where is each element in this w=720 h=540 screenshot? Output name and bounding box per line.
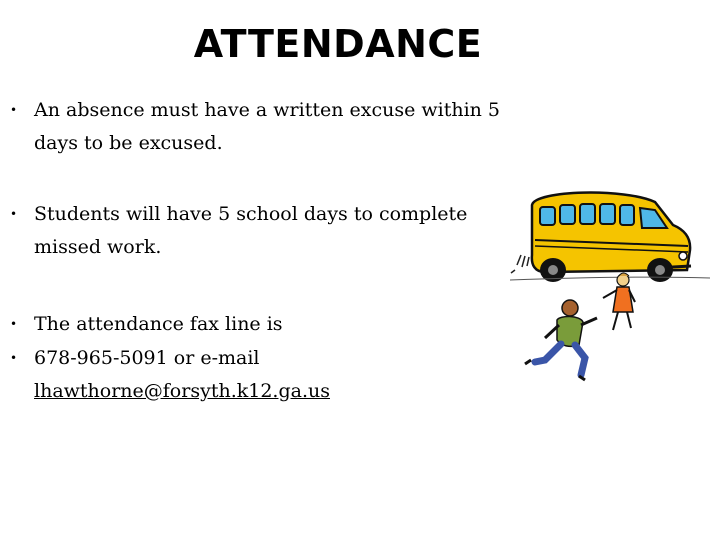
bullet-contact [10,342,520,408]
girl-figure [603,273,635,330]
speed-lines [511,255,529,273]
bullet-absence-excuse [10,94,520,160]
contact-prefix: 678-965-5091 or e-mail [34,347,260,369]
bullet-dot: • [10,207,18,221]
bullet-text: The attendance fax line is [34,313,283,335]
school-bus-children-icon [505,180,720,390]
bullet-dot: • [10,351,18,365]
email-link[interactable]: lhawthorne@forsyth.k12.ga.us [34,380,330,402]
ground-line [510,277,710,280]
slide-title: ATTENDANCE [193,22,483,66]
bullet-list [10,94,520,408]
bullet-dot: • [10,103,18,117]
bullet-fax-line [10,308,520,341]
boy-figure [525,300,597,380]
bullet-dot: • [10,317,18,331]
bullet-text: An absence must have a written excuse within 5 days to be excused. [34,99,501,154]
bullet-text: Students will have 5 school days to complete missed work. [34,203,468,258]
bullet-missed-work [10,198,520,264]
